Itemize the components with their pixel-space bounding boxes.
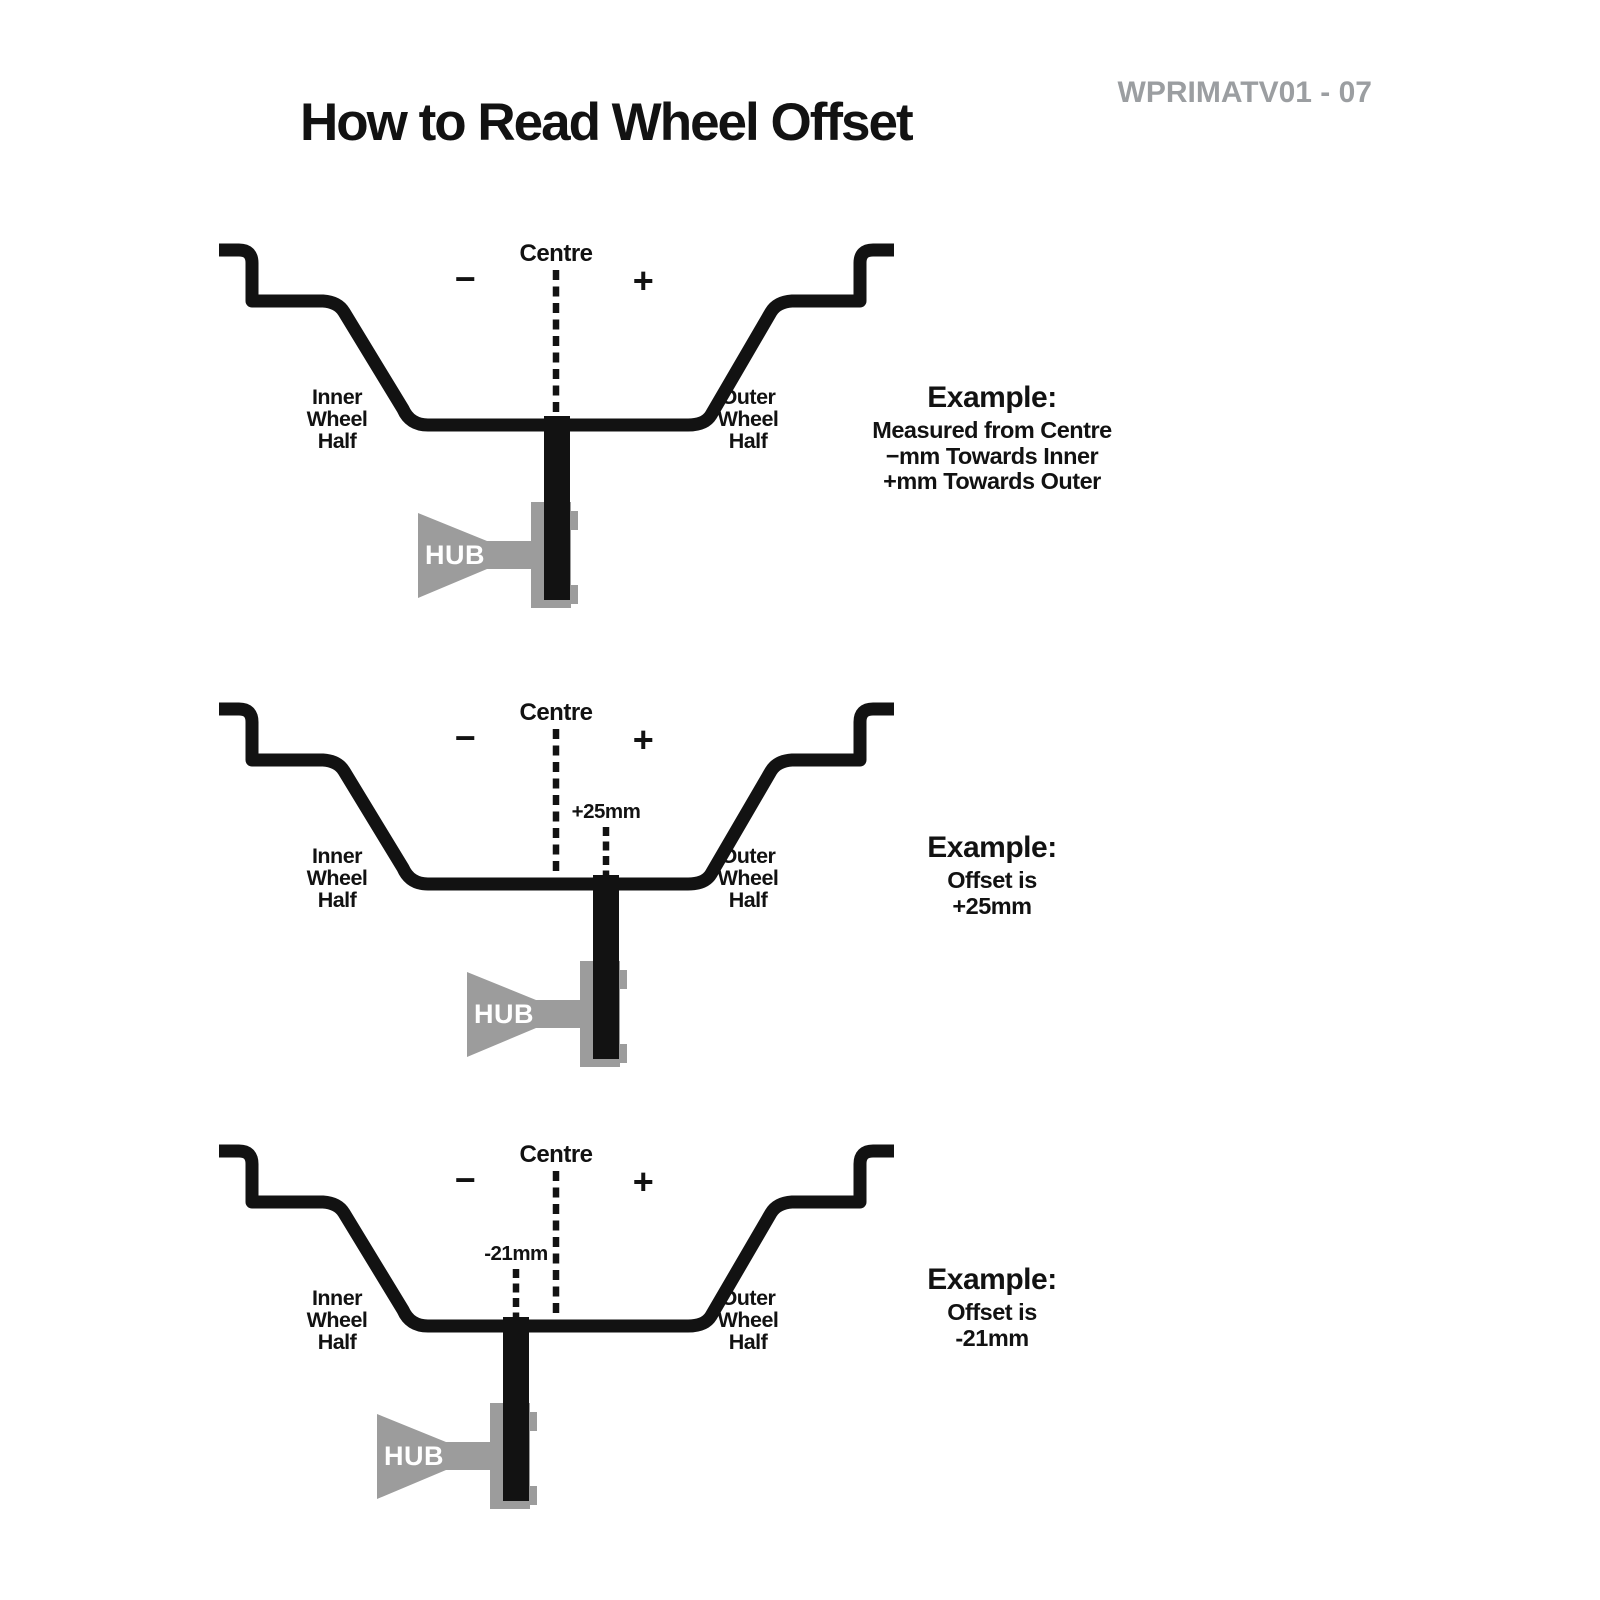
hub-label: HUB: [474, 999, 534, 1029]
mounting-face-bar: [593, 875, 619, 1059]
example-block-negative-offset: [822, 1263, 1162, 1351]
plus-label: +: [632, 1161, 654, 1202]
outer-wheel-half-label: Wheel: [717, 1308, 779, 1332]
minus-label: −: [454, 717, 476, 758]
outer-wheel-half-label: Outer: [720, 385, 776, 409]
outer-wheel-half-label: Wheel: [717, 866, 779, 890]
document-code: WPRIMATV01 - 07: [1117, 76, 1372, 109]
outer-wheel-half-label: Outer: [720, 844, 776, 868]
inner-wheel-half-label: Inner: [311, 385, 363, 409]
example-line: Offset is: [947, 1299, 1037, 1325]
outer-wheel-half-label: Wheel: [717, 407, 779, 431]
outer-wheel-half-label: Half: [728, 429, 768, 453]
example-line: Measured from Centre: [872, 417, 1112, 443]
inner-wheel-half-label: Wheel: [306, 866, 368, 890]
example-heading: Example:: [927, 381, 1057, 414]
outer-wheel-half-label: Outer: [720, 1286, 776, 1310]
example-block-positive-offset: [822, 831, 1162, 919]
example-heading: Example:: [927, 1263, 1057, 1296]
minus-label: −: [454, 1159, 476, 1200]
mounting-face-bar: [503, 1317, 529, 1501]
example-line: Offset is: [947, 867, 1037, 893]
example-line: +mm Towards Outer: [883, 468, 1101, 494]
centre-label: Centre: [519, 240, 593, 267]
outer-wheel-half-label: Half: [728, 888, 768, 912]
hub-label: HUB: [425, 540, 485, 570]
inner-wheel-half-label: Half: [317, 1330, 357, 1354]
example-line: −mm Towards Inner: [885, 442, 1099, 469]
diagram-positive-offset: [198, 699, 902, 1074]
offset-value-label: -21mm: [484, 1242, 548, 1265]
plus-label: +: [632, 719, 654, 760]
inner-wheel-half-label: Half: [317, 429, 357, 453]
diagram-zero-offset: [198, 240, 902, 615]
hub-label: HUB: [384, 1441, 444, 1471]
inner-wheel-half-label: Wheel: [306, 1308, 368, 1332]
example-heading: Example:: [927, 831, 1057, 864]
example-block-zero-offset: [822, 381, 1162, 495]
plus-label: +: [632, 260, 654, 301]
centre-label: Centre: [519, 699, 593, 726]
inner-wheel-half-label: Inner: [311, 844, 363, 868]
centre-label: Centre: [519, 1141, 593, 1168]
mounting-face-bar: [544, 416, 570, 600]
inner-wheel-half-label: Wheel: [306, 407, 368, 431]
example-line: -21mm: [955, 1324, 1029, 1351]
diagram-negative-offset: [198, 1141, 902, 1516]
inner-wheel-half-label: Inner: [311, 1286, 363, 1310]
offset-value-label: +25mm: [571, 800, 641, 823]
outer-wheel-half-label: Half: [728, 1330, 768, 1354]
minus-label: −: [454, 258, 476, 299]
inner-wheel-half-label: Half: [317, 888, 357, 912]
example-line: +25mm: [952, 892, 1032, 919]
page-title: How to Read Wheel Offset: [300, 93, 912, 152]
